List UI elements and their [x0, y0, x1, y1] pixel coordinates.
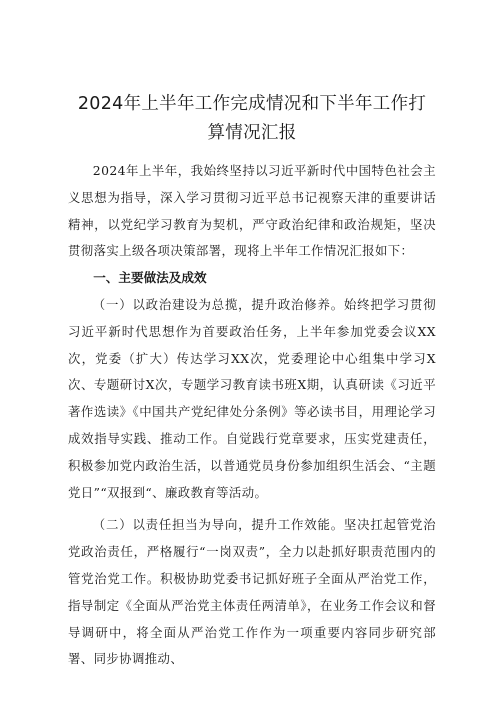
document-body [68, 158, 436, 673]
intro-paragraph: 2024年上半年，我始终坚持以习近平新时代中国特色社会主义思想为指导，深入学习贯彻习近平总书记视察天津的重要讲话精神，以党纪学习教育为契机，严守政治纪律和政治规矩，坚决贯彻落实上级各项决策部署，现将上半年工作情况汇报如下： [68, 163, 436, 259]
document-title [68, 0, 436, 148]
paragraph-political-building: （一）以政治建设为总揽，提升政治修养。始终把学习贯彻习近平新时代思想作为首要政治任务，上半年参加党委会议XX次，党委（扩大）传达学习XX次，党委理论中心组集中学习X次、专题研讨X次，专题学习教育读书班X期，认真研读《习近平著作选读》《中国共产党纪律处分条例》等必读书目，用理论学习成效指导实践、推动工作。自觉践行党章要求，压实党建责任，积极参加党内政治生活，以普通党员身份参加组织生活会、“主题党日”“双报到“、廉政教育等活动。 [68, 296, 436, 500]
paragraph-responsibility: （二）以责任担当为导向，提升工作效能。坚决扛起管党治党政治责任，严格履行“一岗双责”，全力以赴抓好职责范围内的管党治党工作。积极协助党委书记抓好班子全面从严治党工作，指导制定《全面从严治党主体责任两清单》，在业务工作会议和督导调研中，将全面从严治党工作作为一项重要内容同步研究部署、同步协调推动、 [68, 517, 436, 667]
title-line-1: 2024年上半年工作完成情况和下半年工作打 [77, 94, 427, 114]
title-line-2: 算情况汇报 [207, 123, 297, 143]
section-heading: 一、主要做法及成效 [93, 270, 207, 286]
